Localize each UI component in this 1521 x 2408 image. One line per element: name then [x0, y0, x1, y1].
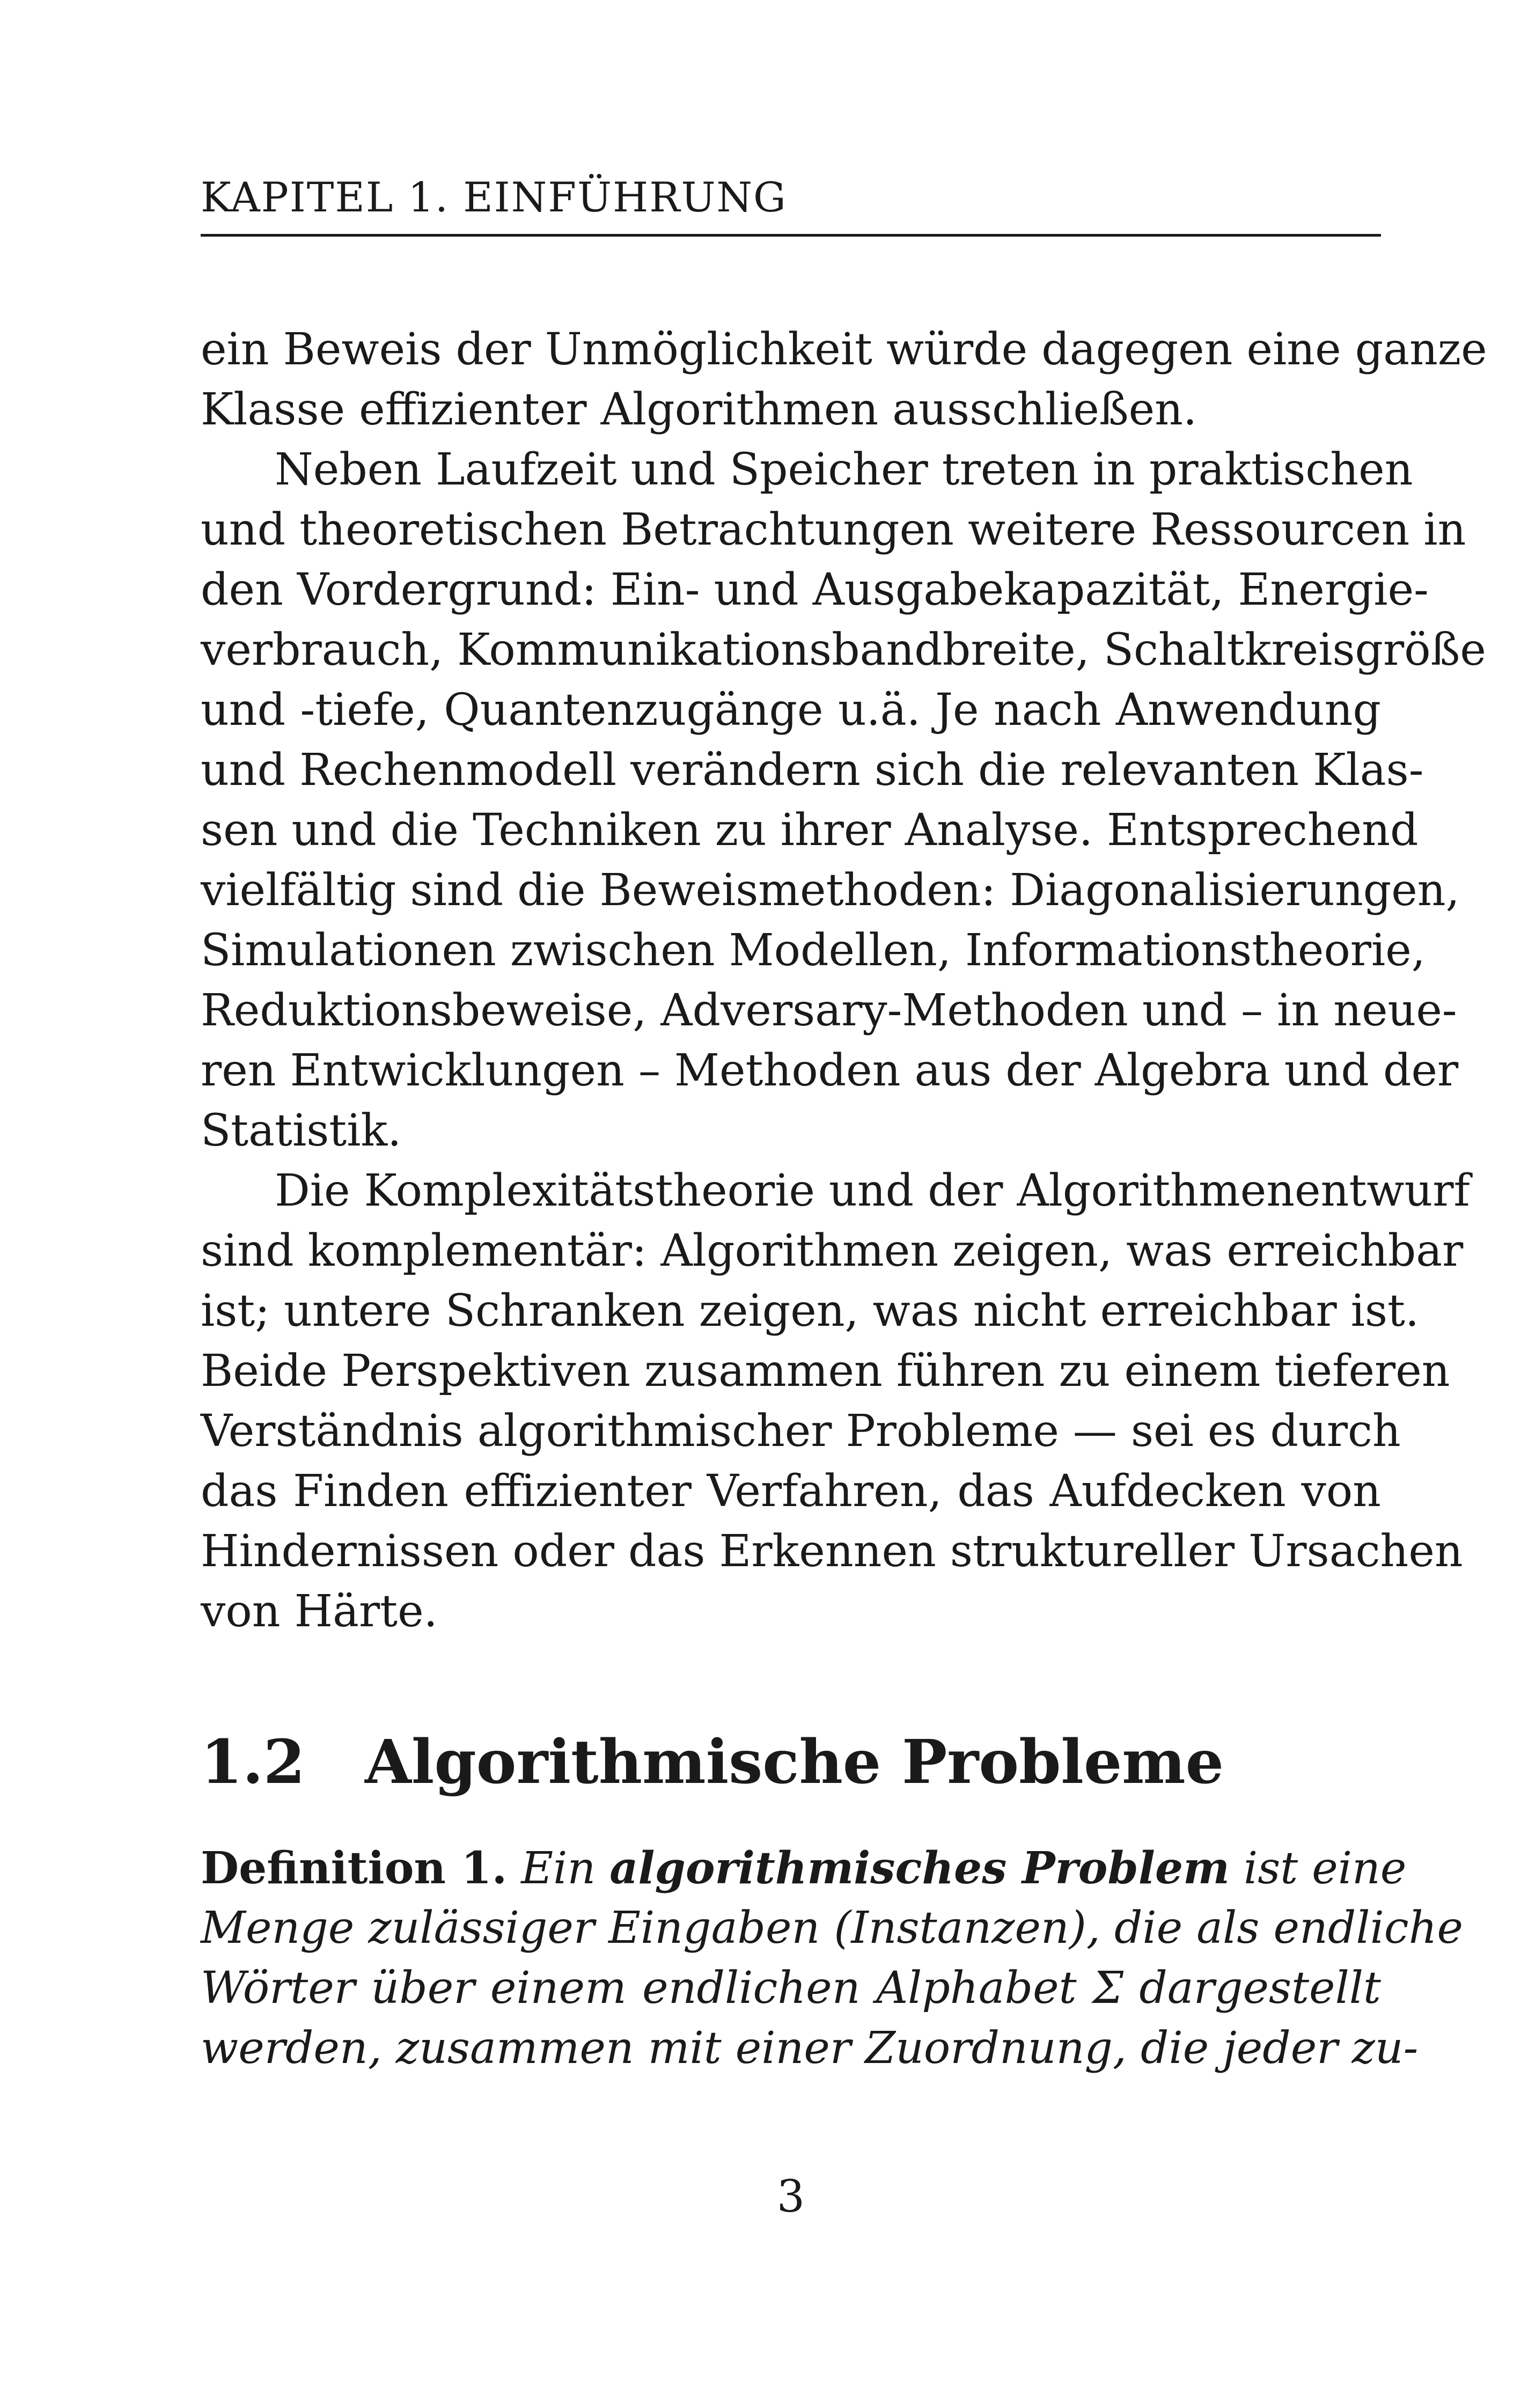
text-line: Klasse effizienter Algorithmen ausschließen. — [201, 384, 1197, 435]
text-line: Neben Laufzeit und Speicher treten in praktischen — [275, 444, 1413, 495]
text-line: das Finden effizienter Verfahren, das Aufdecken von — [201, 1466, 1381, 1517]
text-line: und Rechenmodell verändern sich die relevanten Klas- — [201, 745, 1424, 796]
definition-intro: Ein — [521, 1843, 596, 1894]
section-heading — [201, 1722, 1381, 1803]
text-line: Verständnis algorithmischer Probleme — sei es durch — [201, 1406, 1401, 1457]
header-rule — [201, 234, 1381, 237]
text-line: Reduktionsbeweise, Adversary-Methoden und – in neue- — [201, 985, 1457, 1036]
section-number: 1.2 — [201, 1727, 305, 1797]
text-line: ist; untere Schranken zeigen, was nicht erreichbar ist. — [201, 1286, 1420, 1337]
definition-line: Menge zulässiger Eingaben (Instanzen), die als endliche — [201, 1903, 1464, 1954]
definition-block — [201, 1838, 1464, 2079]
text-line: Statistik. — [201, 1105, 402, 1156]
running-head: KAPITEL 1. EINFÜHRUNG — [201, 173, 787, 221]
text-line: ein Beweis der Unmöglichkeit würde dagegen eine ganze — [201, 324, 1487, 375]
definition-line: werden, zusammen mit einer Zuordnung, die jeder zu- — [201, 2023, 1419, 2074]
book-page — [201, 0, 1487, 2408]
text-line: verbrauch, Kommunikationsbandbreite, Schaltkreisgröße — [201, 625, 1486, 676]
text-line: von Härte. — [201, 1586, 438, 1637]
definition-term: algorithmisches Problem — [609, 1842, 1230, 1894]
text-line: ren Entwicklungen – Methoden aus der Algebra und der — [201, 1045, 1459, 1096]
text-line: Die Komplexitätstheorie und der Algorithmenentwurf — [275, 1165, 1470, 1216]
definition-first-line-rest: ist eine — [1243, 1843, 1407, 1894]
page-number: 3 — [776, 2171, 805, 2222]
definition-label: Definition 1. — [201, 1842, 508, 1894]
text-line: Simulationen zwischen Modellen, Informationstheorie, — [201, 925, 1426, 976]
text-line: Hindernissen oder das Erkennen struktureller Ursachen — [201, 1526, 1463, 1577]
text-line: den Vordergrund: Ein- und Ausgabekapazität, Energie- — [201, 564, 1429, 615]
definition-line: Wörter über einem endlichen Alphabet Σ dargestellt — [201, 1963, 1381, 2014]
text-line: und theoretischen Betrachtungen weitere Ressourcen in — [201, 504, 1466, 555]
text-line: Beide Perspektiven zusammen führen zu einem tieferen — [201, 1346, 1450, 1397]
text-line: vielfältig sind die Beweismethoden: Diagonalisierungen, — [201, 865, 1460, 916]
definition-first-line — [201, 1838, 1407, 1898]
body-text — [201, 320, 1487, 1642]
text-line: sind komplementär: Algorithmen zeigen, was erreichbar — [201, 1225, 1464, 1276]
section-title: Algorithmische Probleme — [365, 1727, 1224, 1797]
text-line: sen und die Techniken zu ihrer Analyse. Entsprechend — [201, 805, 1419, 856]
text-line: und -tiefe, Quantenzugänge u.ä. Je nach Anwendung — [201, 685, 1381, 736]
